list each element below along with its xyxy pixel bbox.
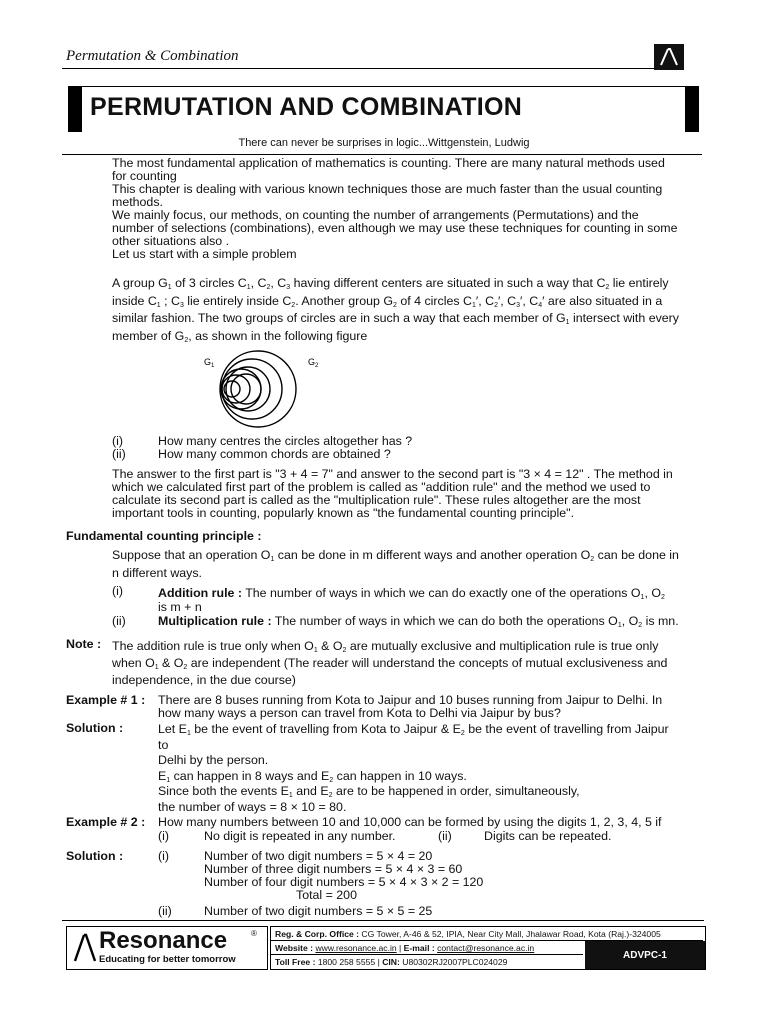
example-2-part-i-num: (i) bbox=[158, 849, 170, 863]
example-2-question: How many numbers between 10 and 10,000 can be formed by using the digits 1, 2, 3, 4, 5 if bbox=[158, 815, 662, 829]
example-1-question: There are 8 buses running from Kota to Jaipur and 10 buses running from Jaipur to Delhi. In how many ways a person can travel from Kota to Delhi via Jaipur by bus? bbox=[158, 693, 663, 720]
example-2-case-1-num: (i) bbox=[158, 829, 170, 843]
example-1-label: Example # 1 : bbox=[66, 693, 146, 707]
g2-label: G bbox=[308, 357, 316, 367]
example-1-solution: Let $E_1$ be the event of travelling from Kota to Jaipur & $E_2$ be the event of travelling from Jaipur to Delhi by the person. $E_1$ can happen in 8 ways and $E_2$ can happen in 10 ways. Since both the events $E_1$ and $E_2$ are to be happened in order, simultaneously, the number of ways = 8 × 10 = 80. bbox=[158, 722, 669, 814]
intro-line: The most fundamental application of mathematics is counting. There are many natural methods used bbox=[112, 156, 665, 170]
registered-mark: ® bbox=[251, 929, 257, 938]
intro-line: methods. bbox=[112, 195, 163, 209]
note-label: Note : bbox=[66, 637, 102, 651]
problem-paragraph: A group $G_1$ of 3 circles $C_1$, $C_2$, $C_3$ having different centers are situated in such a way that $C_2$ lie entirely inside $C_1$ ; $C_3$ lie entirely inside $C_2$. Another group $G_2$ of 4 circles $C_1'$, $C_2'$, $C_3'$, $C_4'$ are also situated in a similar fashion. The two groups of circles are in such a way that each member of $G_1$ intersect with every member of $G_2$, as shown in the following figure bbox=[112, 276, 680, 344]
chapter-quote: There can never be surprises in logic...Wittgenstein, Ludwig bbox=[238, 137, 530, 149]
example-2-part-ii: Number of two digit numbers = 5 × 5 = 25 bbox=[204, 904, 433, 918]
intro-line: number of selections (combinations), even although we may use these techniques for counting in some bbox=[112, 221, 678, 235]
question-text-1: How many centres the circles altogether has ? bbox=[158, 434, 413, 448]
web-row: Website : www.resonance.ac.in | E-mail : contact@resonance.ac.in bbox=[271, 941, 583, 955]
g1-sub: 1 bbox=[211, 363, 215, 369]
page-number: ADVPC-1 bbox=[585, 941, 705, 969]
footer-info-box bbox=[270, 926, 706, 970]
example-2-case-2-num: (ii) bbox=[438, 829, 452, 843]
running-title: Permutation & Combination bbox=[66, 48, 239, 64]
title-bar-left bbox=[68, 86, 82, 132]
answer-paragraph: The answer to the first part is "3 + 4 = 7" and answer to the second part is "3 × 4 = 12" . The method in which we calculated first part of the problem is called as "addition rule" and the method we used to calculate its second part is called as the "multiplication rule". These rules altogether are the most important tools in counting, popularly known as "the fundamental counting principle". bbox=[112, 467, 673, 520]
multiplication-rule: Multiplication rule : The number of ways in which we can do both the operations $O_1$, $O_2$ is mn. bbox=[158, 614, 679, 629]
g2-sub: 2 bbox=[315, 363, 319, 369]
footer-rule bbox=[62, 920, 704, 921]
fcp-paragraph: Suppose that an operation $O_1$ can be done in m different ways and another operation $O_2$ can be done in n different ways. bbox=[112, 548, 679, 580]
title-bar-right bbox=[685, 86, 699, 132]
resonance-mark-icon bbox=[73, 933, 97, 963]
note-paragraph: The addition rule is true only when $O_1$ & $O_2$ are mutually exclusive and multiplication rule is true only when $O_1$ & $O_2$ are independent (The reader will understand the concepts of mutual exclusiveness and independence, in the due course) bbox=[112, 639, 668, 687]
example-2-solution-label: Solution : bbox=[66, 849, 124, 863]
email-link[interactable]: contact@resonance.ac.in bbox=[437, 943, 535, 953]
question-num-1: (i) bbox=[112, 434, 124, 448]
example-1-solution-label: Solution : bbox=[66, 721, 124, 735]
footer-tagline: Educating for better tomorrow bbox=[99, 954, 236, 965]
office-row: Reg. & Corp. Office : CG Tower, A-46 & 52, IPIA, Near City Mall, Jhalawar Road, Kota (Raj.)-324005 bbox=[271, 927, 703, 941]
question-num-2: (ii) bbox=[112, 447, 126, 461]
addition-rule: Addition rule : The number of ways in which we can do exactly one of the operations $O_1$, $O_2$ is m + n bbox=[158, 586, 665, 614]
question-text-2: How many common chords are obtained ? bbox=[158, 447, 391, 461]
toll-row: Toll Free : 1800 258 5555 | CIN: U80302RJ2007PLC024029 bbox=[275, 957, 508, 967]
intro-line: other situations also . bbox=[112, 234, 230, 248]
website-link[interactable]: www.resonance.ac.in bbox=[315, 943, 397, 953]
multiplication-num: (ii) bbox=[112, 614, 126, 628]
circles-figure bbox=[196, 345, 336, 435]
example-2-case-2: Digits can be repeated. bbox=[484, 829, 612, 843]
chapter-title: PERMUTATION AND COMBINATION bbox=[90, 93, 523, 121]
example-2-solution-lines: Number of two digit numbers = 5 × 4 = 20 Number of three digit numbers = 5 × 4 × 3 = 60 Number of four digit numbers = 5 × 4 × 3 × 2 = 120 Total = 200 bbox=[204, 849, 484, 902]
example-2-label: Example # 2 : bbox=[66, 815, 146, 829]
intro-line: for counting bbox=[112, 169, 177, 183]
fcp-heading: Fundamental counting principle : bbox=[66, 529, 262, 543]
resonance-logo-icon bbox=[654, 44, 684, 70]
intro-line: We mainly focus, our methods, on counting the number of arrangements (Permutations) and the bbox=[112, 208, 639, 222]
intro-line: Let us start with a simple problem bbox=[112, 247, 297, 261]
footer-brand: Resonance bbox=[99, 927, 228, 954]
addition-num: (i) bbox=[112, 584, 124, 598]
example-2-case-1: No digit is repeated in any number. bbox=[204, 829, 396, 843]
example-2-part-ii-num: (ii) bbox=[158, 904, 172, 918]
footer-brand-box bbox=[66, 926, 268, 970]
intro-line: This chapter is dealing with various known techniques those are much faster than the usual counting bbox=[112, 182, 663, 196]
header-rule bbox=[62, 68, 654, 69]
g1-label: G bbox=[204, 357, 212, 367]
quote-rule bbox=[62, 154, 702, 155]
intro-block bbox=[112, 157, 702, 261]
